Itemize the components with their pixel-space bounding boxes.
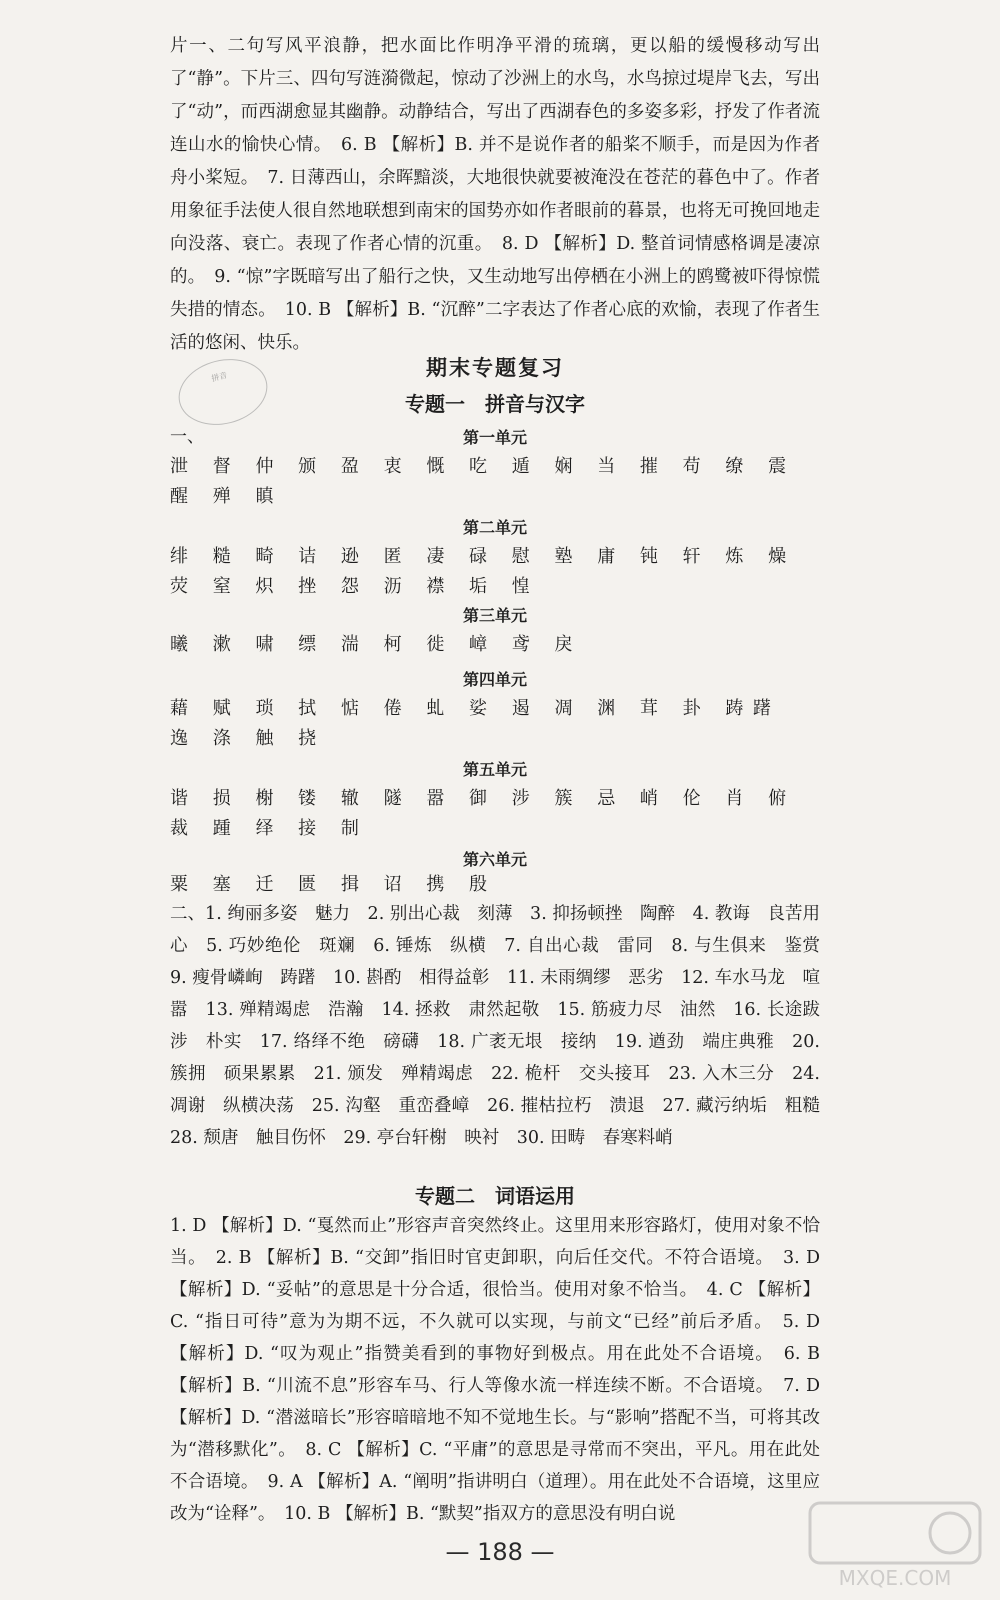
unit-heading-1: 第一单元: [462, 428, 527, 447]
watermark-logo-icon: [800, 1495, 990, 1595]
part-two-answers: 二、1. 绚丽多姿 魅力 2. 别出心裁 刻薄 3. 抑扬顿挫 陶醉 4. 教诲 良苦用心 5. 巧妙绝伦 斑斓 6. 锤炼 纵横 7. 自出心裁 雷同 8. 与生俱来 鉴赏 9. 瘦骨嶙峋 踌躇 10. 斟酌 相得益彰 11. 未雨绸缪 恶劣 12. 车水马龙 喧嚣 13. 殚精竭虑 浩瀚 14. 拯救 肃然起敬 15. 筋疲力尽 油然 16. 长途跋涉 朴实 17. 络绎不绝 磅礴 18. 广袤无垠 接纳 19. 遒劲 端庄典雅 20. 簇拥 硕果累累 21. 颁发 殚精竭虑 22. 桅杆 交头接耳 23. 入木三分 24. 凋谢 纵横决荡 25. 沟壑 重峦叠嶂 26. 摧枯拉朽 溃退 27. 藏污纳垢 粗糙 28. 颓唐 触目伤怀 29. 亭台轩榭 映衬 30. 田畴 春寒料峭: [170, 904, 838, 1148]
section-title: 期末专题复习: [426, 355, 564, 380]
unit-chars-3: 曦 漱 啸 缥 湍 柯 徙 嶂 鸢 戾: [170, 634, 582, 655]
topic1-title: 专题一 拼音与汉字: [405, 392, 585, 416]
unit-heading-5: 第五单元: [462, 760, 527, 779]
intro-paragraph: 片一、二句写风平浪静，把水面比作明净平滑的琉璃，更以船的缓慢移动写出了“静”。下片三、四句写涟漪微起，惊动了沙洲上的水鸟，水鸟掠过堤岸飞去，写出了“动”，而西湖愈显其幽静。动静结合，写出了西湖春色的多姿多彩，抒发了作者流连山水的愉快心情。 6. B 【解析】B. 并不是说作者的船桨不顺手，而是因为作者舟小桨短。 7. 日薄西山，余晖黯淡，大地很快就要被淹没在苍茫的暮色中了。作者用象征手法使人很自然地联想到南宋的国势亦如作者眼前的暮景，也将无可挽回地走向没落、衰亡。表现了作者心情的沉重。 8. D 【解析】D. 整首词情感格调是凄凉的。 9. “惊”字既暗写出了船行之快，又生动地写出停栖在小洲上的鸥鹭被吓得惊慌失措的情态。 10. B 【解析】B. “沉醉”二字表达了作者心底的欢愉，表现了作者生活的悠闲、快乐。: [170, 36, 820, 353]
topic2-title: 专题二 词语运用: [415, 1184, 575, 1208]
svg-text:MXQE.COM: MXQE.COM: [838, 1566, 952, 1590]
unit-heading-2: 第二单元: [462, 518, 527, 537]
unit-heading-6: 第六单元: [462, 850, 527, 869]
topic2-answers: 1. D 【解析】D. “戛然而止”形容声音突然终止。这里用来形容路灯，使用对象不恰当。 2. B 【解析】B. “交卸”指旧时官吏卸职，向后任交代。不符合语境。 3. D 【解析】D. “妥帖”的意思是十分合适，很恰当。使用对象不恰当。 4. C 【解析】C. “指日可待”意为为期不远，不久就可以实现，与前文“已经”前后矛盾。 5. D 【解析】D. “叹为观止”指赞美看到的事物好到极点。用在此处不合语境。 6. B 【解析】B. “川流不息”形容车马、行人等像水流一样连续不断。不合语境。 7. D 【解析】D. “潜滋暗长”形容暗暗地不知不觉地生长。与“影响”搭配不当，可将其改为“潜移默化”。 8. C 【解析】C. “平庸”的意思是寻常而不突出，平凡。用在此处不合语境。 9. A 【解析】A. “阐明”指讲明白（道理）。用在此处不合语境，这里应改为“诠释”。 10. B 【解析】B. “默契”指双方的意思没有明白说: [170, 1216, 820, 1524]
unit-heading-4: 第四单元: [462, 670, 527, 689]
unit-chars-1: 泄 督 仲 颁 盈 衷 慨 吃 遁 娴 当 摧 苟 缭 震 醒 殚 瞋: [170, 456, 796, 507]
part-one-marker: 一、: [170, 427, 204, 447]
stamp-label: 拼音: [210, 370, 229, 384]
page-number: — 188 —: [445, 1538, 555, 1566]
unit-heading-3: 第三单元: [462, 606, 527, 625]
unit-chars-6: 粟 塞 迁 匮 揖 诏 携 殷: [170, 874, 497, 895]
unit-chars-2: 绯 糙 畸 诘 逊 匿 凄 碌 慰 塾 庸 钝 轩 炼 燥 荧 窒 炽 挫 怨 沥 襟 垢 惶: [170, 546, 796, 597]
unit-chars-5: 谐 损 榭 镂 辙 隧 嚣 御 涉 簇 忌 峭 伦 肖 俯 裁 踵 绎 接 制: [170, 788, 796, 839]
unit-chars-4: 藉 赋 琐 拭 惦 倦 虬 娑 遏 凋 渊 茸 卦 踌躇 逸 涤 触 挠: [170, 698, 781, 749]
